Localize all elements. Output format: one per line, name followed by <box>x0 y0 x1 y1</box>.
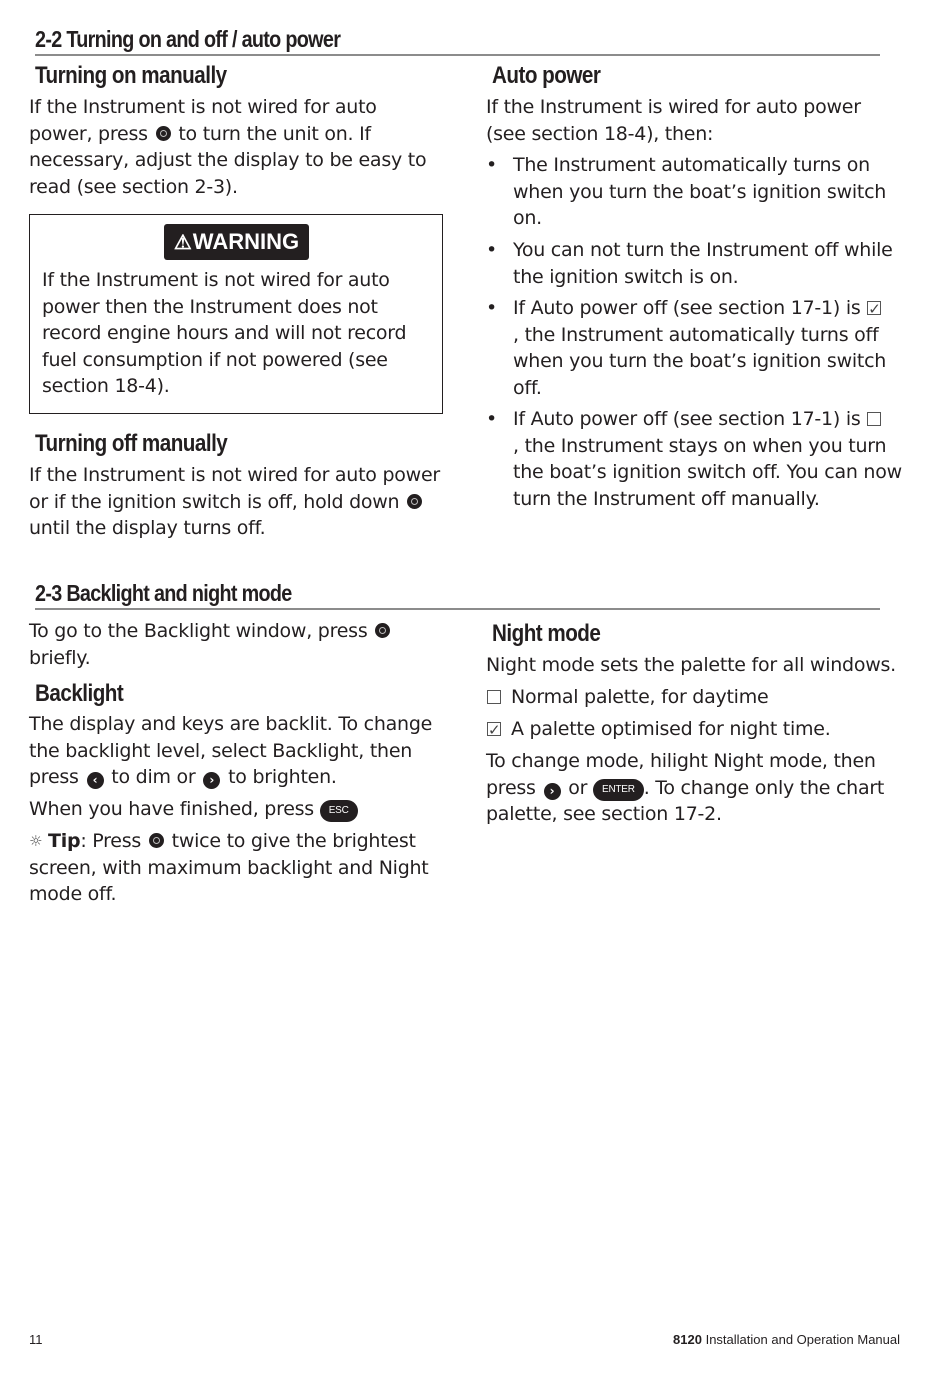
auto-power-bullet-1: • The Instrument automatically turns on when you turn the boat’s ignition switch on. <box>486 154 887 229</box>
night-mode-change: To change mode, hilight Night mode, then press › or ENTER . To change only the chart palette, see section 17-2. <box>486 750 885 825</box>
backlight-paragraph: The display and keys are backlit. To change the backlight level, select Backlight, then press ‹ to dim or › to brighten. <box>29 713 433 788</box>
warning-badge: ⚠WARNING <box>164 224 309 260</box>
page-number: 11 <box>29 1332 43 1347</box>
turning-off-paragraph: If the Instrument is not wired for auto power or if the ignition switch is off, hold down until the display turns off. <box>29 464 440 539</box>
section-2-3-title: 2-3 Backlight and night mode <box>35 580 292 606</box>
section-2-2-title: 2-2 Turning on and off / auto power <box>35 26 341 52</box>
backlight-finish: When you have finished, press ESC <box>29 796 444 823</box>
footer-manual-title: 8120 Installation and Operation Manual <box>673 1332 900 1347</box>
esc-key-icon: ESC <box>320 800 358 822</box>
backlight-heading: Backlight <box>35 680 124 707</box>
normal-palette-option: Normal palette, for daytime <box>486 684 768 711</box>
warning-triangle-icon: ⚠ <box>173 232 192 254</box>
left-arrow-key-icon: ‹ <box>87 772 104 789</box>
turning-off-heading: Turning off manually <box>35 430 228 457</box>
turning-on-paragraph: If the Instrument is not wired for auto power, press to turn the unit on. If necessary, adjust the display to be easy to read (see section 2-3). <box>29 96 427 198</box>
unchecked-checkbox-icon <box>487 690 501 704</box>
right-arrow-key-icon: › <box>203 772 220 789</box>
auto-power-heading: Auto power <box>492 62 601 89</box>
night-palette-option: ✓A palette optimised for night time. <box>486 716 831 743</box>
auto-power-bullet-2: • You can not turn the Instrument off while the ignition switch is on. <box>486 239 893 288</box>
enter-key-icon: ENTER <box>593 779 644 801</box>
section-2-2-rule <box>35 54 880 56</box>
night-mode-intro: Night mode sets the palette for all windows. <box>486 654 896 676</box>
power-key-icon <box>407 494 422 509</box>
power-key-icon <box>375 623 390 638</box>
section-2-3-rule <box>35 608 880 610</box>
right-arrow-key-icon: › <box>544 783 561 800</box>
power-key-icon <box>149 833 164 848</box>
warning-text: If the Instrument is not wired for auto power then the Instrument does not record engine hours and will not record fuel consumption if not powered (see section 18-4). <box>42 269 407 397</box>
checked-checkbox-icon <box>487 722 501 736</box>
auto-power-bullet-3: • If Auto power off (see section 17-1) is ✓ , the Instrument automatically turns off when you turn the boat’s ignition switch off. <box>486 295 906 401</box>
auto-power-intro: If the Instrument is wired for auto power (see section 18-4), then: <box>486 96 861 145</box>
tip-icon: ☼ <box>29 832 43 850</box>
unchecked-checkbox-icon <box>867 412 881 426</box>
checked-checkbox-icon <box>867 301 881 315</box>
auto-power-bullet-4: • If Auto power off (see section 17-1) is , the Instrument stays on when you turn the boat’s ignition switch off. You can now turn the Instrument off manually. <box>486 408 902 510</box>
power-key-icon <box>156 126 171 141</box>
night-mode-heading: Night mode <box>492 620 601 647</box>
backlight-tip: ☼ Tip: Press twice to give the brightest screen, with maximum backlight and Night mode off. <box>29 830 429 905</box>
turning-on-heading: Turning on manually <box>35 62 227 89</box>
backlight-intro: To go to the Backlight window, press briefly. <box>29 618 444 671</box>
